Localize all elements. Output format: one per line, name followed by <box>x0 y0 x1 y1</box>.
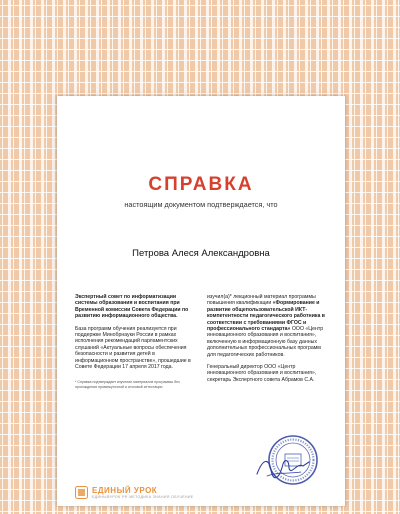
certificate-title: СПРАВКА <box>148 174 254 195</box>
recipient-name: Петрова Алеся Александровна <box>132 248 270 259</box>
signature-icon <box>253 452 313 482</box>
footnote: * Справка подтверждает изучение материалов программы без прохождения промежуточной и итоговой аттестации. <box>75 380 180 390</box>
program-basis-text: База программ обучения реализуется при поддержке Минобрнауки России в рамках исполнения рекомендаций парламентских слушаний «Актуальные вопросы обеспечения безопасности и развития детей в информационном пространстве», прошедшие в Совете Федерации 17 апреля 2017 года. <box>75 325 191 371</box>
edinyi-urok-logo-icon <box>75 486 88 499</box>
director-signature-text: Генеральный директор ООО «Центр инновационного образования и воспитания», секретарь Экспертного совета Абрамов С.А. <box>207 364 317 383</box>
certificate-subtitle: настоящим документом подтверждается, что <box>124 200 278 209</box>
footer-logo <box>75 484 235 500</box>
study-confirmation <box>207 294 331 358</box>
study-text-start: изучил(а)* лекционный материал программы повышения квалификации <box>207 294 316 307</box>
logo-title: ЕДИНЫЙ УРОК <box>92 485 158 495</box>
certificate-sheet <box>57 96 345 506</box>
logo-subtitle: ЕДИНЫЙУРОК.РФ МЕТОДИКА ЗНАНИЯ ОБУЧЕНИЕ <box>92 494 194 499</box>
left-column <box>75 294 197 396</box>
study-text-end: ООО «Центр инновационного образования и воспитания», включенную в информационную базу данных дополнительных профессиональных программ для педагогических работников. <box>207 326 324 358</box>
council-intro: Экспертный совет по информатизации системы образования и воспитания при Временной комиссии Совета Федерации по развитию информационного общества. <box>75 294 189 320</box>
program-name: «Формирование и развитие общепользовательской ИКТ-компетентности педагогического работника в соответствии с требованиями ФГОС и профессионального стандарта» <box>207 300 325 333</box>
right-column <box>207 294 331 389</box>
